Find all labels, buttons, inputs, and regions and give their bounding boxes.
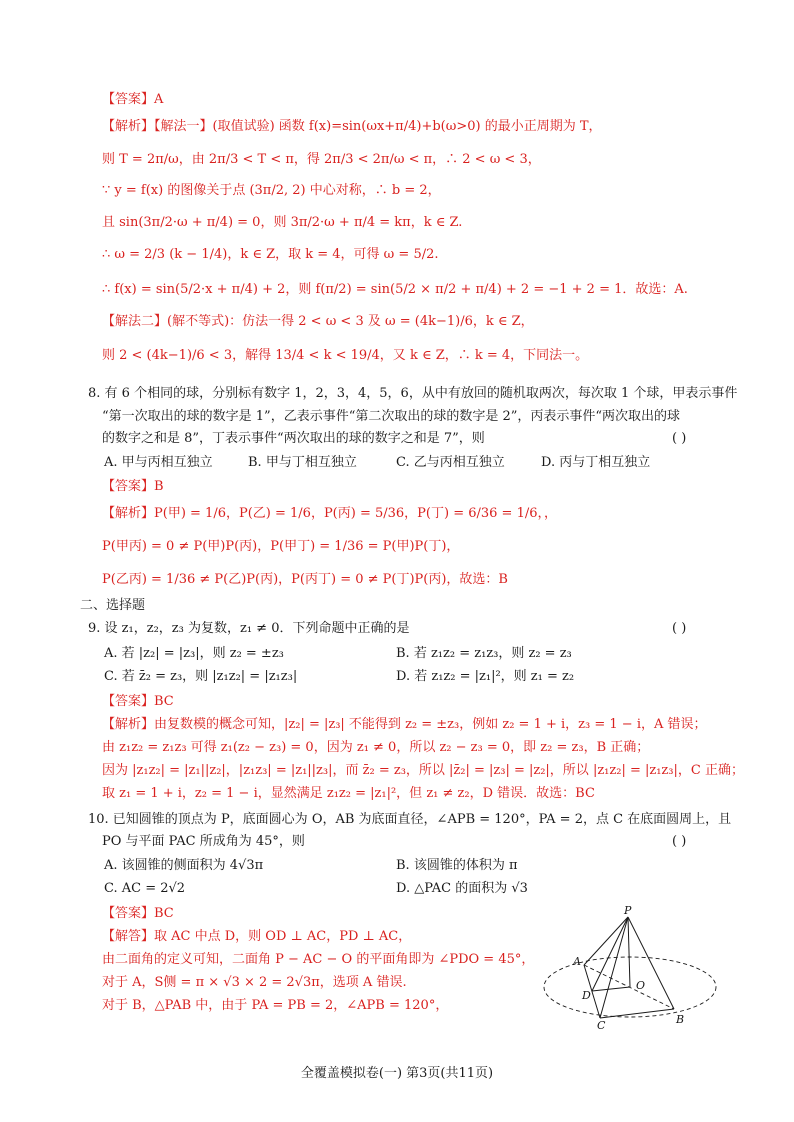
- q7-line-2: 则 T = 2π/ω，由 2π/3 < T < π，得 2π/3 < 2π/ω < π，∴ 2 < ω < 3，: [102, 152, 541, 167]
- edge-PB: [628, 917, 674, 1009]
- q8-line-1: 【解析】P(甲) = 1/6，P(乙) = 1/6，P(丙) = 5/36，P(丁) = 6/36 = 1/6，，: [102, 506, 558, 521]
- q8-line-3: P(乙丙) = 1/36 ≠ P(乙)P(丙)，P(丙丁) = 0 ≠ P(丁)P(丙)，故选：B: [102, 572, 508, 587]
- q9-option-c: C. 若 z̄₂ = z₃，则 |z₁z₂| = |z₁z₃|: [104, 669, 298, 684]
- section-title: 二、选择题: [80, 598, 146, 613]
- q9-option-a: A. 若 |z₂| = |z₃|，则 z₂ = ±z₃: [104, 646, 284, 661]
- q10-stem-2: PO 与平面 PAC 所成角为 45°，则: [102, 834, 305, 849]
- edge-DO: [592, 987, 630, 991]
- edge-PD: [592, 917, 628, 991]
- edge-PO: [628, 917, 630, 987]
- q9-answer: 【答案】BC: [102, 694, 174, 709]
- q8-stem-1: 8. 有 6 个相同的球，分别标有数字 1，2，3，4，5，6，从中有放回的随机取两次，每次取 1 个球，甲表示事件: [88, 386, 738, 401]
- q9-line-3: 因为 |z₁z₂| = |z₁||z₂|，|z₁z₃| = |z₁||z₃|，而 z̄₂ = z₃，所以 |z̄₂| = |z₃| = |z₂|，所以 |z₁z₂| = |z₁z₃|，C 正确；: [102, 763, 744, 778]
- q8-line-2: P(甲丙) = 0 ≠ P(甲)P(丙)，P(甲丁) = 1/36 = P(甲)P(丁)，: [102, 539, 460, 554]
- edge-AB: [584, 965, 674, 1009]
- q10-line-2: 由二面角的定义可知，二面角 P − AC − O 的平面角即为 ∠PDO = 45°，: [102, 952, 535, 967]
- q9-option-b: B. 若 z₁z₂ = z₁z₃，则 z₂ = z₃: [396, 646, 572, 661]
- q8-option-b: B. 甲与丁相互独立: [248, 455, 357, 470]
- q8-option-c: C. 乙与丙相互独立: [396, 455, 505, 470]
- label-D: D: [582, 989, 591, 1002]
- label-C: C: [597, 1019, 606, 1030]
- label-O: O: [636, 979, 646, 992]
- q8-stem-2: “第一次取出的球的数字是 1”，乙表示事件“第二次取出的球的数字是 2”，丙表示事件“两次取出的球: [102, 409, 681, 424]
- q9-line-1: 【解析】由复数模的概念可知，|z₂| = |z₃| 不能得到 z₂ = ±z₃，例如 z₂ = 1 + i，z₃ = 1 − i，A 错误；: [102, 717, 707, 732]
- q9-line-2: 由 z₁z₂ = z₁z₃ 可得 z₁(z₂ − z₃) = 0，因为 z₁ ≠ 0，所以 z₂ − z₃ = 0，即 z₂ = z₃，B 正确；: [102, 740, 650, 755]
- q9-line-4: 取 z₁ = 1 + i，z₂ = 1 − i，显然满足 z₁z₂ = |z₁|²，但 z₁ ≠ z₂，D 错误．故选：BC: [102, 786, 595, 801]
- q7-line-8: 则 2 < (4k−1)/6 < 3，解得 13/4 < k < 19/4，又 k ∈ Z，∴ k = 4，下同法一。: [102, 348, 589, 363]
- q8-answer-blank: ( ): [672, 431, 687, 446]
- q7-line-7: 【解法二】(解不等式)：仿法一得 2 < ω < 3 及 ω = (4k−1)/6，k ∈ Z，: [102, 314, 534, 329]
- q7-line-5: ∴ ω = 2/3 (k − 1/4)，k ∈ Z，取 k = 4，可得 ω = 5/2.: [102, 247, 439, 262]
- q7-line-1: 【解析】【解法一】(取值试验) 函数 f(x)=sin(ωx+π/4)+b(ω>0) 的最小正周期为 T，: [102, 119, 602, 134]
- q10-line-3: 对于 A，S侧 = π × √3 × 2 = 2√3π，选项 A 错误.: [102, 975, 407, 990]
- edge-CB: [600, 1009, 674, 1018]
- q10-option-c: C. AC = 2√2: [104, 881, 186, 896]
- q7-line-6: ∴ f(x) = sin(5/2·x + π/4) + 2，则 f(π/2) = sin(5/2 × π/2 + π/4) + 2 = −1 + 2 = 1．故选：A.: [102, 282, 688, 297]
- q10-option-b: B. 该圆锥的体积为 π: [396, 858, 518, 873]
- q8-option-d: D. 丙与丁相互独立: [541, 455, 651, 470]
- q8-stem-3: 的数字之和是 8”，丁表示事件“两次取出的球的数字之和是 7”，则: [102, 431, 485, 446]
- label-A: A: [573, 955, 581, 968]
- q9-option-d: D. 若 z₁z₂ = |z₁|²，则 z₁ = z₂: [396, 669, 575, 684]
- page-footer: 全覆盖模拟卷(一) 第3页(共11页): [300, 1066, 494, 1081]
- q10-option-d: D. △PAC 的面积为 √3: [396, 881, 528, 896]
- q7-line-4: 且 sin(3π/2·ω + π/4) = 0，则 3π/2·ω + π/4 = kπ，k ∈ Z.: [102, 215, 463, 230]
- q9-answer-blank: ( ): [672, 621, 687, 636]
- q10-option-a: A. 该圆锥的侧面积为 4√3π: [104, 858, 264, 873]
- q10-answer-blank: ( ): [672, 834, 687, 849]
- q8-answer: 【答案】B: [102, 479, 164, 494]
- q9-stem: 9. 设 z₁，z₂，z₃ 为复数，z₁ ≠ 0．下列命题中正确的是: [88, 621, 410, 636]
- q10-line-1: 【解答】取 AC 中点 D，则 OD ⊥ AC，PD ⊥ AC，: [102, 929, 412, 944]
- q7-answer: 【答案】A: [102, 92, 164, 107]
- label-P: P: [624, 905, 632, 917]
- q10-answer: 【答案】BC: [102, 906, 174, 921]
- label-B: B: [676, 1013, 685, 1026]
- q10-line-4: 对于 B，△PAB 中，由于 PA = PB = 2，∠APB = 120°，: [102, 998, 449, 1013]
- q7-line-3: ∵ y = f(x) 的图像关于点 (3π/2, 2) 中心对称，∴ b = 2，: [102, 183, 441, 198]
- q10-stem-1: 10. 已知圆锥的顶点为 P，底面圆心为 O，AB 为底面直径，∠APB = 120°，PA = 2，点 C 在底面圆周上，且: [88, 812, 732, 827]
- cone-figure: [540, 905, 720, 1030]
- q8-option-a: A. 甲与丙相互独立: [104, 455, 213, 470]
